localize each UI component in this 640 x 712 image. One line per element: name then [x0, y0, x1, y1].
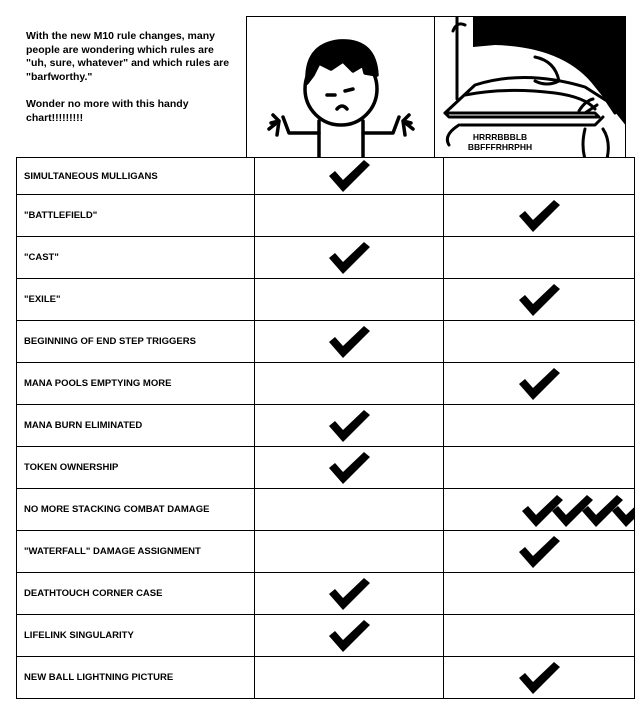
uh-sure-whatever-cell: [255, 158, 444, 195]
barfworthy-cell: [444, 531, 635, 573]
barfworthy-cell: [444, 657, 635, 699]
checkmark-icon: [327, 576, 371, 612]
checkmark-icon: [610, 493, 635, 529]
multiple-checkmarks: [520, 493, 635, 529]
barfworthy-cell: [444, 447, 635, 489]
table-row: [17, 573, 635, 615]
rule-label: NEW BALL LIGHTNING PICTURE: [17, 657, 255, 699]
uh-sure-whatever-cell: [255, 531, 444, 573]
rule-label: SIMULTANEOUS MULLIGANS: [17, 158, 255, 195]
intro-paragraph-2: Wonder no more with this handy chart!!!!!!!!!: [26, 98, 189, 124]
uh-sure-whatever-cell: [255, 489, 444, 531]
checkmark-icon: [327, 324, 371, 360]
table-row: [17, 363, 635, 405]
barf-sound-line-2: BBFFFRHRPHH: [467, 142, 533, 152]
table-row: [17, 657, 635, 699]
uh-sure-whatever-cell: [255, 195, 444, 237]
table-row: [17, 615, 635, 657]
uh-sure-whatever-cell: [255, 615, 444, 657]
table-row: [17, 405, 635, 447]
table-row: [17, 158, 635, 195]
table-row: [17, 531, 635, 573]
barfworthy-cell: [444, 363, 635, 405]
uh-sure-whatever-cell: [255, 447, 444, 489]
barfworthy-cell: [444, 279, 635, 321]
checkmark-icon: [327, 158, 371, 194]
table-row: [17, 195, 635, 237]
header-uh-sure-whatever: [246, 16, 435, 158]
rules-chart-body: [17, 158, 635, 699]
rule-label: MANA BURN ELIMINATED: [17, 405, 255, 447]
rules-chart: [16, 157, 635, 699]
checkmark-icon: [327, 240, 371, 276]
checkmark-icon: [327, 408, 371, 444]
rule-label: MANA POOLS EMPTYING MORE: [17, 363, 255, 405]
rule-label: NO MORE STACKING COMBAT DAMAGE: [17, 489, 255, 531]
rule-label: BEGINNING OF END STEP TRIGGERS: [17, 321, 255, 363]
intro-paragraph-1: With the new M10 rule changes, many people are wondering which rules are "uh, sure, whatever" and which rules are "barfworthy.": [26, 30, 230, 83]
rule-label: LIFELINK SINGULARITY: [17, 615, 255, 657]
header-barfworthy: [434, 16, 626, 158]
uh-sure-whatever-cell: [255, 573, 444, 615]
uh-sure-whatever-cell: [255, 279, 444, 321]
barfworthy-cell: [444, 615, 635, 657]
checkmark-icon: [327, 618, 371, 654]
uh-sure-whatever-cell: [255, 405, 444, 447]
checkmark-icon: [327, 450, 371, 486]
checkmark-icon: [517, 660, 561, 696]
checkmark-icon: [517, 282, 561, 318]
checkmark-icon: [517, 366, 561, 402]
barf-sound-line-1: HRRRBBBLB: [472, 132, 528, 142]
table-row: [17, 489, 635, 531]
table-row: [17, 321, 635, 363]
rule-label: TOKEN OWNERSHIP: [17, 447, 255, 489]
barfworthy-cell: [444, 405, 635, 447]
table-row: [17, 279, 635, 321]
barfworthy-cell: [444, 158, 635, 195]
rule-label: DEATHTOUCH CORNER CASE: [17, 573, 255, 615]
checkmark-icon: [517, 534, 561, 570]
uh-sure-whatever-cell: [255, 657, 444, 699]
barfworthy-cell: [444, 237, 635, 279]
uh-sure-whatever-cell: [255, 237, 444, 279]
barfworthy-cell: [444, 573, 635, 615]
uh-sure-whatever-cell: [255, 321, 444, 363]
intro-text: [26, 30, 236, 125]
barfworthy-cell: [444, 195, 635, 237]
uh-sure-whatever-cell: [255, 363, 444, 405]
table-row: [17, 447, 635, 489]
barfworthy-cell: [444, 321, 635, 363]
shrugging-person-icon: [247, 17, 435, 158]
rule-label: "EXILE": [17, 279, 255, 321]
checkmark-icon: [517, 198, 561, 234]
barfworthy-cell: [444, 489, 635, 531]
rule-label: "CAST": [17, 237, 255, 279]
rule-label: "BATTLEFIELD": [17, 195, 255, 237]
rule-label: "WATERFALL" DAMAGE ASSIGNMENT: [17, 531, 255, 573]
table-row: [17, 237, 635, 279]
barf-sound-text: [435, 132, 565, 152]
